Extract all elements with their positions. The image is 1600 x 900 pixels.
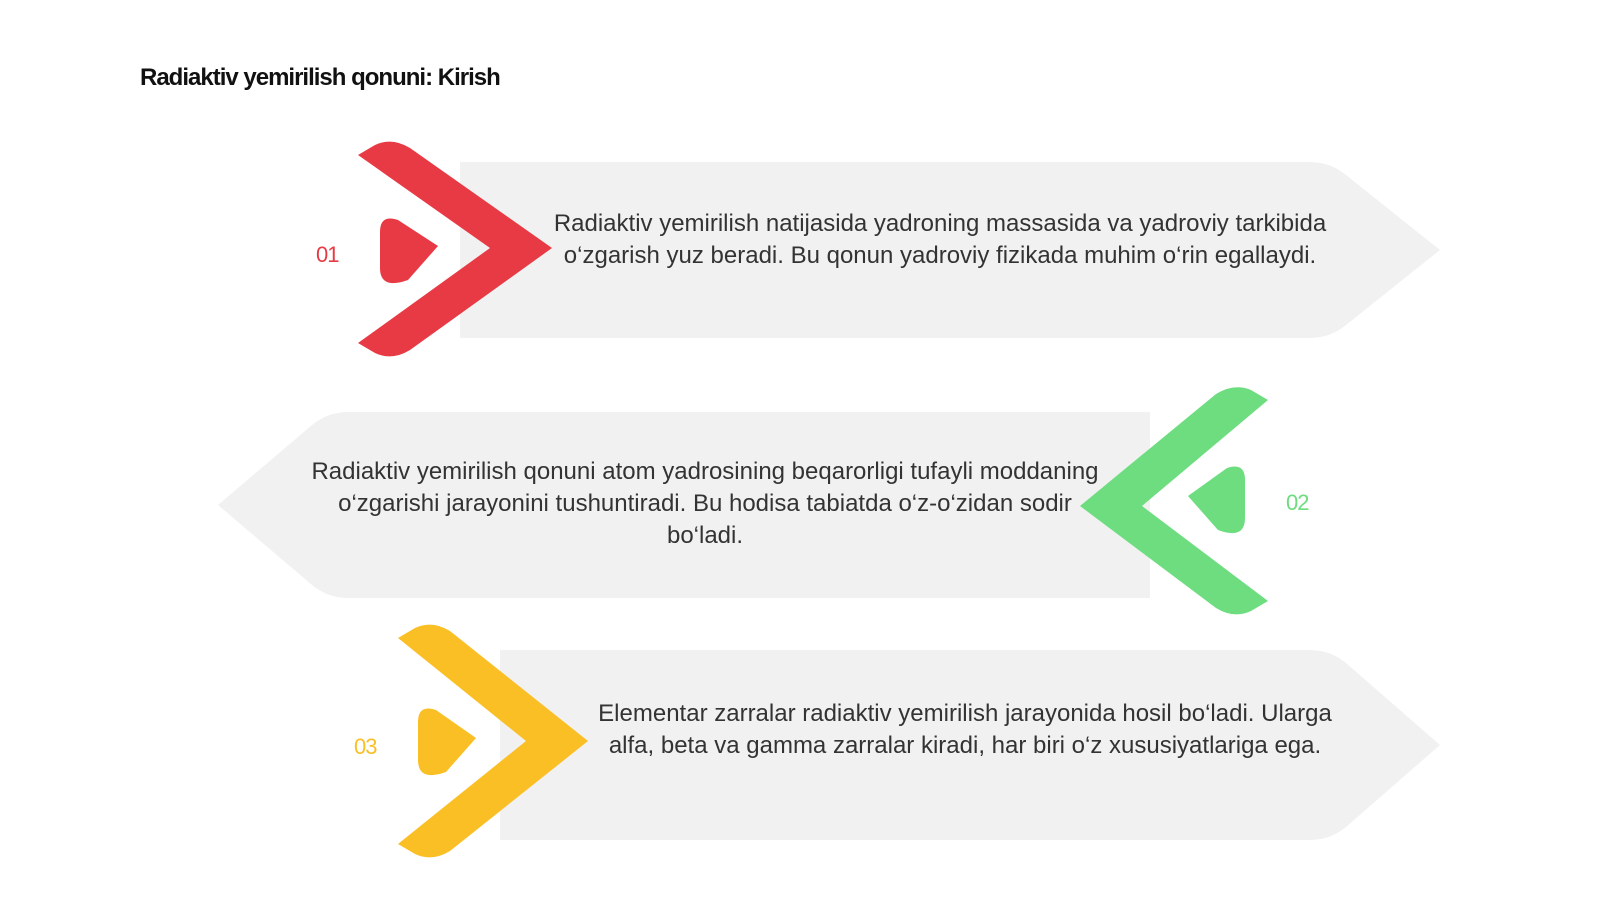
page-title: Radiaktiv yemirilish qonuni: Kirish — [140, 64, 500, 91]
step-1-number: 01 — [316, 242, 339, 267]
step-2-number: 02 — [1286, 490, 1309, 515]
step-1-text: Radiaktiv yemirilish natijasida yadroning massasida va yadroviy tarkibida o‘zgarish yuz beradi. Bu qonun yadroviy fizikada muhim o‘rin egallaydi. — [553, 210, 1327, 269]
step-3-text: Elementar zarralar radiaktiv yemirilish jarayonida hosil bo‘ladi. Ularga alfa, beta va gamma zarralar kiradi, har biri o‘z xususiyatlariga ega. — [598, 700, 1332, 759]
step-3-number: 03 — [354, 734, 377, 759]
step-2-text: Radiaktiv yemirilish qonuni atom yadrosining beqarorligi tufayli moddaning o‘zgarishi jarayonini tushuntiradi. Bu hodisa tabiatda o‘z-o‘zidan sodir bo‘ladi. — [311, 458, 1099, 549]
